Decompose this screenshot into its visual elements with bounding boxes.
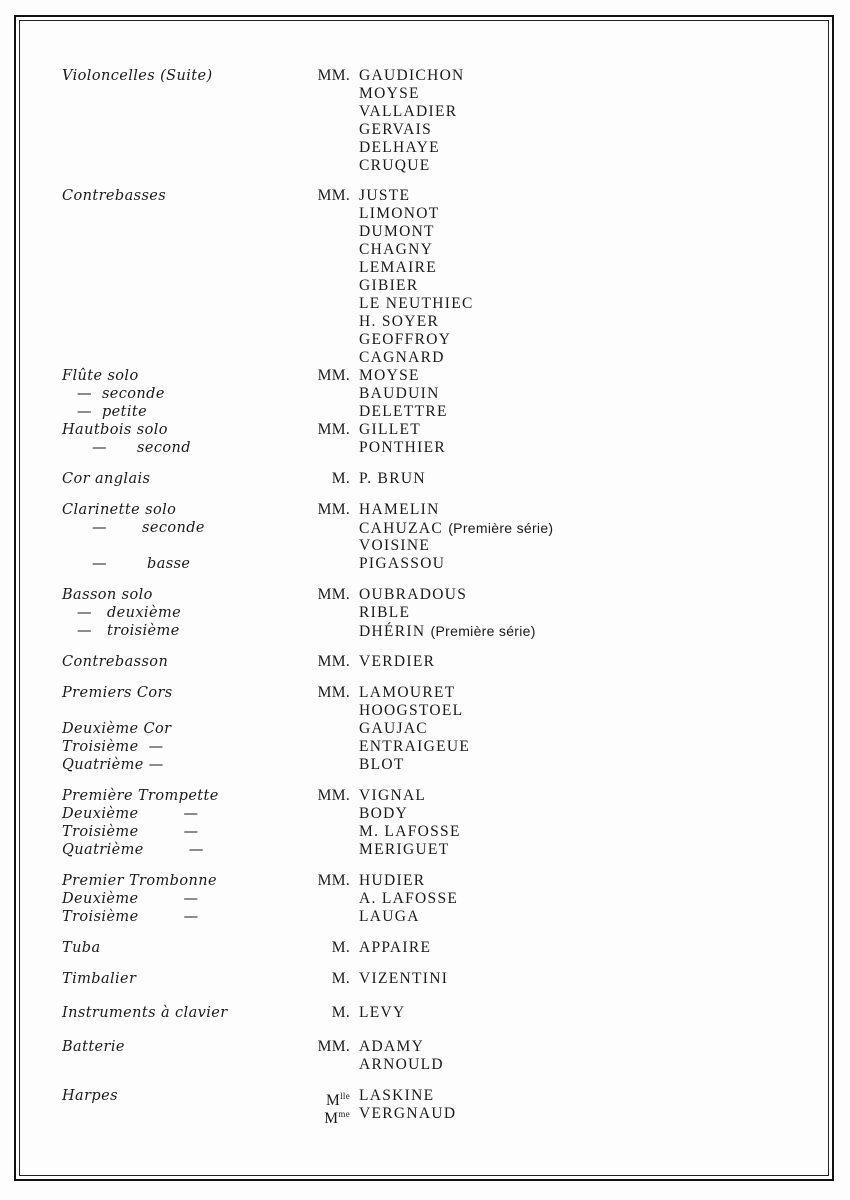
musician-name xyxy=(359,702,463,720)
instrument-label: Cor anglais xyxy=(62,471,151,487)
instrument-label: — deuxième xyxy=(62,605,182,621)
honorific-text: MM. xyxy=(317,501,350,518)
roster-line xyxy=(0,604,850,622)
musician-name-text: HUDIER xyxy=(359,872,426,889)
roster-line xyxy=(0,187,850,205)
roster-line xyxy=(0,67,850,85)
musician-name-text: JUSTE xyxy=(359,187,411,204)
roster-line xyxy=(0,738,850,756)
honorific-text: MM. xyxy=(317,1038,350,1055)
musician-name-text: DELHAYE xyxy=(359,139,440,156)
roster-line xyxy=(0,367,850,385)
musician-name xyxy=(359,872,425,890)
roster-line xyxy=(0,1038,850,1056)
musician-name-text: LE NEUTHIEC xyxy=(359,295,474,312)
musician-name xyxy=(359,1056,444,1074)
musician-name xyxy=(359,439,446,457)
roster-line xyxy=(0,349,850,367)
musician-name xyxy=(359,85,420,103)
instrument-label: Violoncelles (Suite) xyxy=(62,68,213,84)
roster-line xyxy=(0,259,850,277)
roster-line xyxy=(0,223,850,241)
musician-name xyxy=(359,787,426,805)
musician-name-text: RIBLE xyxy=(359,604,411,621)
instrument-label: Première Trompette xyxy=(62,788,219,804)
instrument-label: Contrebasson xyxy=(62,654,169,670)
musician-name xyxy=(359,939,431,957)
honorific-text: M. xyxy=(331,1004,350,1021)
musician-name xyxy=(359,139,440,157)
musician-name xyxy=(359,622,536,641)
instrument-label: Basson solo xyxy=(62,587,153,603)
musician-name-text: CAGNARD xyxy=(359,349,445,366)
musician-name-text: VERGNAUD xyxy=(359,1105,457,1122)
musician-name-text: HAMELIN xyxy=(359,501,440,518)
honorific-text: MM. xyxy=(317,586,350,603)
instrument-label: Timbalier xyxy=(62,971,137,987)
honorific-text: MM. xyxy=(317,367,350,384)
roster-line xyxy=(0,970,850,988)
instrument-label: Batterie xyxy=(62,1039,125,1055)
roster-line xyxy=(0,622,850,640)
instrument-label: — troisième xyxy=(62,623,180,639)
roster-line xyxy=(0,439,850,457)
musician-name-text: VOISINE xyxy=(359,537,431,554)
musician-name xyxy=(359,684,456,702)
musician-name xyxy=(359,259,437,277)
honorific xyxy=(332,970,350,988)
musician-name-text: A. LAFOSSE xyxy=(359,890,459,907)
roster-line xyxy=(0,684,850,702)
roster-line xyxy=(0,890,850,908)
musician-name xyxy=(359,756,405,774)
musician-name-text: DELETTRE xyxy=(359,403,448,420)
roster-line xyxy=(0,702,850,720)
roster-line xyxy=(0,295,850,313)
musician-name xyxy=(359,653,435,671)
instrument-label: Deuxième — xyxy=(62,891,199,907)
roster-line xyxy=(0,841,850,859)
instrument-label: — seconde xyxy=(62,386,165,402)
musician-name-text: CAHUZAC xyxy=(359,520,444,537)
musician-name-text: LEMAIRE xyxy=(359,259,437,276)
honorific xyxy=(332,939,350,957)
honorific-text: MM. xyxy=(317,787,350,804)
instrument-label: Instruments à clavier xyxy=(62,1005,228,1021)
musician-name xyxy=(359,385,440,403)
instrument-label: Contrebasses xyxy=(62,188,167,204)
roster-line xyxy=(0,1004,850,1022)
honorific xyxy=(318,787,350,805)
roster-line xyxy=(0,313,850,331)
instrument-label: Troisième — xyxy=(62,824,199,840)
honorific xyxy=(324,1105,350,1128)
instrument-label: Flûte solo xyxy=(62,368,139,384)
honorific-text: M. xyxy=(331,470,350,487)
musician-name-text: H. SOYER xyxy=(359,313,440,330)
honorific-text: MM. xyxy=(317,421,350,438)
series-note: (Première série) xyxy=(448,520,554,536)
roster-line xyxy=(0,277,850,295)
roster-line xyxy=(0,872,850,890)
musician-name-text: DHÉRIN xyxy=(359,623,426,640)
honorific-text: M xyxy=(326,1092,341,1109)
roster-line xyxy=(0,519,850,537)
musician-name xyxy=(359,103,457,121)
honorific xyxy=(318,501,350,519)
musician-name xyxy=(359,908,420,926)
musician-name xyxy=(359,604,410,622)
musician-name-text: GAUDICHON xyxy=(359,67,465,84)
musician-name-text: VERDIER xyxy=(359,653,436,670)
musician-name xyxy=(359,1038,424,1056)
instrument-label: — petite xyxy=(62,404,148,420)
musician-name xyxy=(359,313,439,331)
musician-name xyxy=(359,1004,406,1022)
roster-line xyxy=(0,555,850,573)
instrument-label: Clarinette solo xyxy=(62,502,177,518)
musician-name-text: ARNOULD xyxy=(359,1056,444,1073)
honorific xyxy=(318,586,350,604)
honorific-superscript: lle xyxy=(340,1091,350,1101)
roster-line xyxy=(0,1087,850,1109)
musician-name-text: P. BRUN xyxy=(359,470,426,487)
musician-name xyxy=(359,295,474,313)
instrument-label: Tuba xyxy=(62,940,101,956)
musician-name xyxy=(359,537,430,555)
honorific xyxy=(318,872,350,890)
musician-name-text: LAMOURET xyxy=(359,684,456,701)
musician-name-text: HOOGSTOEL xyxy=(359,702,464,719)
honorific-text: MM. xyxy=(317,67,350,84)
musician-name-text: APPAIRE xyxy=(359,939,432,956)
musician-name-text: LEVY xyxy=(359,1004,406,1021)
instrument-label: — second xyxy=(62,440,191,456)
musician-name xyxy=(359,805,408,823)
roster-line xyxy=(0,121,850,139)
musician-name-text: LASKINE xyxy=(359,1087,435,1104)
roster-line xyxy=(0,805,850,823)
musician-name xyxy=(359,555,445,573)
musician-name xyxy=(359,970,448,988)
musician-name-text: LIMONOT xyxy=(359,205,440,222)
roster-line xyxy=(0,1056,850,1074)
musician-name-text: BAUDUIN xyxy=(359,385,440,402)
musician-name xyxy=(359,67,465,85)
honorific xyxy=(318,187,350,205)
roster-line xyxy=(0,85,850,103)
musician-name xyxy=(359,470,426,488)
musician-name xyxy=(359,121,432,139)
musician-name-text: VALLADIER xyxy=(359,103,458,120)
instrument-label: Deuxième Cor xyxy=(62,721,172,737)
honorific xyxy=(332,1004,350,1022)
musician-name-text: VIGNAL xyxy=(359,787,427,804)
musician-name-text: CHAGNY xyxy=(359,241,434,258)
musician-name-text: PIGASSOU xyxy=(359,555,446,572)
instrument-label: Premier Trombonne xyxy=(62,873,217,889)
roster-line xyxy=(0,756,850,774)
musician-name xyxy=(359,1087,434,1105)
roster-line xyxy=(0,103,850,121)
musician-name-text: ADAMY xyxy=(359,1038,425,1055)
honorific-text: M. xyxy=(331,970,350,987)
honorific xyxy=(318,1038,350,1056)
honorific-text: M xyxy=(324,1110,339,1127)
musician-name xyxy=(359,586,467,604)
roster-line xyxy=(0,501,850,519)
instrument-label: Troisième — xyxy=(62,739,164,755)
roster-line xyxy=(0,421,850,439)
honorific xyxy=(318,653,350,671)
instrument-label: Hautbois solo xyxy=(62,422,168,438)
roster-line xyxy=(0,939,850,957)
instrument-label: — seconde xyxy=(62,520,205,536)
honorific-text: MM. xyxy=(317,684,350,701)
honorific-text: M. xyxy=(331,939,350,956)
musician-name-text: LAUGA xyxy=(359,908,420,925)
honorific xyxy=(318,684,350,702)
honorific xyxy=(332,470,350,488)
honorific-text: MM. xyxy=(317,187,350,204)
roster-line xyxy=(0,653,850,671)
musician-name xyxy=(359,331,451,349)
roster-line xyxy=(0,403,850,421)
musician-name-text: GEOFFROY xyxy=(359,331,452,348)
musician-name-text: GAUJAC xyxy=(359,720,428,737)
instrument-label: Deuxième — xyxy=(62,806,199,822)
musician-name xyxy=(359,187,410,205)
musician-name-text: BODY xyxy=(359,805,409,822)
musician-name xyxy=(359,349,445,367)
instrument-label: Quatrième — xyxy=(62,842,204,858)
honorific xyxy=(318,421,350,439)
roster-line xyxy=(0,586,850,604)
roster-line xyxy=(0,787,850,805)
honorific-text: MM. xyxy=(317,653,350,670)
musician-name-text: GIBIER xyxy=(359,277,419,294)
musician-name xyxy=(359,841,449,859)
musician-name xyxy=(359,241,433,259)
instrument-label: Premiers Cors xyxy=(62,685,173,701)
honorific-superscript: me xyxy=(338,1109,350,1119)
musician-name xyxy=(359,421,421,439)
musician-name xyxy=(359,501,440,519)
musician-name-text: OUBRADOUS xyxy=(359,586,468,603)
musician-name xyxy=(359,367,420,385)
instrument-label: Troisième — xyxy=(62,909,199,925)
musician-name xyxy=(359,205,440,223)
roster-line xyxy=(0,823,850,841)
musician-name xyxy=(359,823,461,841)
musician-name-text: MOYSE xyxy=(359,85,420,102)
musician-name-text: PONTHIER xyxy=(359,439,447,456)
musician-name-text: ENTRAIGEUE xyxy=(359,738,471,755)
musician-name-text: DUMONT xyxy=(359,223,435,240)
musician-name xyxy=(359,1105,456,1123)
honorific-text: MM. xyxy=(317,872,350,889)
musician-name-text: M. LAFOSSE xyxy=(359,823,461,840)
instrument-label: — basse xyxy=(62,556,191,572)
musician-name xyxy=(359,519,553,538)
series-note: (Première série) xyxy=(430,623,536,639)
musician-name xyxy=(359,720,428,738)
musician-name xyxy=(359,157,431,175)
roster-line xyxy=(0,157,850,175)
musician-name-text: GILLET xyxy=(359,421,422,438)
honorific xyxy=(318,67,350,85)
musician-name-text: MOYSE xyxy=(359,367,420,384)
roster-line xyxy=(0,385,850,403)
musician-name-text: MERIGUET xyxy=(359,841,450,858)
musician-name xyxy=(359,223,435,241)
roster-line xyxy=(0,331,850,349)
musician-name-text: VIZENTINI xyxy=(359,970,449,987)
roster-line xyxy=(0,139,850,157)
musician-name xyxy=(359,277,418,295)
musician-name-text: GERVAIS xyxy=(359,121,433,138)
instrument-label: Harpes xyxy=(62,1088,118,1104)
musician-name xyxy=(359,890,458,908)
musician-name-text: BLOT xyxy=(359,756,405,773)
honorific xyxy=(318,367,350,385)
roster-line xyxy=(0,720,850,738)
musician-name xyxy=(359,403,448,421)
instrument-label: Quatrième — xyxy=(62,757,164,773)
musician-name-text: CRUQUE xyxy=(359,157,431,174)
roster-line xyxy=(0,908,850,926)
roster-line xyxy=(0,205,850,223)
roster-line xyxy=(0,241,850,259)
roster-line xyxy=(0,537,850,555)
roster-line xyxy=(0,1105,850,1127)
roster-line xyxy=(0,470,850,488)
musician-name xyxy=(359,738,470,756)
